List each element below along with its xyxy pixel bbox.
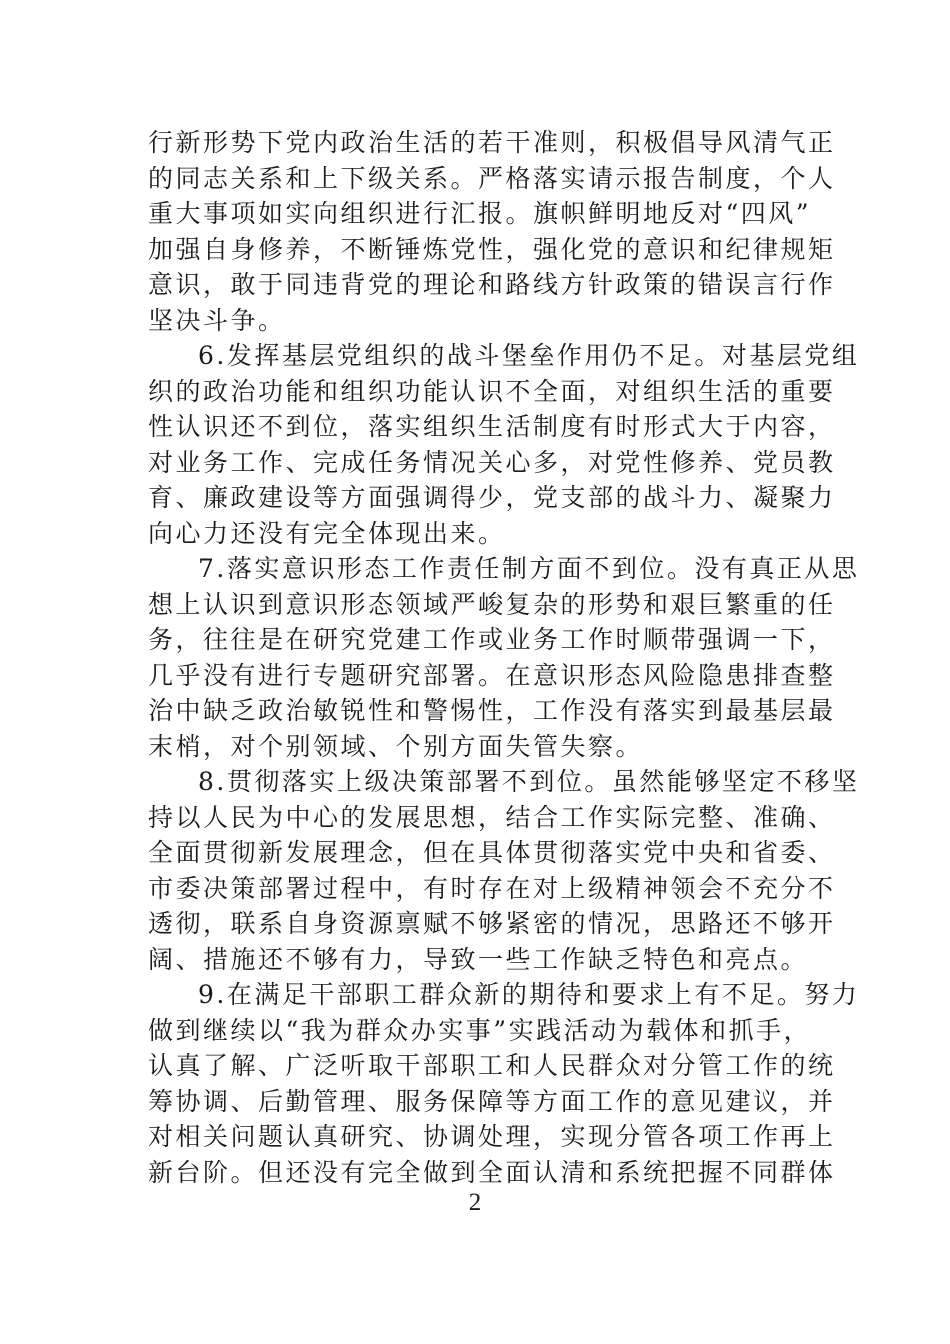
text-line: 性认识还不到位，落实组织生活制度有时形式大于内容， (148, 412, 836, 441)
text-line: 意识，敢于同违背党的理论和路线方针政策的错误言行作 (148, 270, 836, 299)
text-line: 认真了解、广泛听取干部职工和人民群众对分管工作的统 (148, 1051, 836, 1080)
text-line: 坚决斗争。 (148, 305, 286, 335)
text-line: 几乎没有进行专题研究部署。在意识形态风险隐患排查整 (148, 660, 836, 690)
text-line: 市委决策部署过程中，有时存在对上级精神领会不充分不 (148, 873, 836, 903)
paragraph-first-line: 8.贯彻落实上级决策部署不到位。虽然能够坚定不移坚 (198, 767, 860, 796)
text-line: 务，往往是在研究党建工作或业务工作时顺带强调一下， (148, 625, 836, 654)
paragraph-first-line: 7.落实意识形态工作责任制方面不到位。没有真正从思 (198, 554, 860, 583)
text-line: 加强自身修养，不断锤炼党性，强化党的意识和纪律规矩 (148, 234, 836, 264)
page-number: 2 (468, 1189, 482, 1216)
paragraph-first-line: 9.在满足干部职工群众新的期待和要求上有不足。努力 (198, 980, 860, 1009)
text-line: 持以人民为中心的发展思想，结合工作实际完整、准确、 (148, 802, 836, 832)
text-line: 对业务工作、完成任务情况关心多，对党性修养、党员教 (148, 447, 836, 477)
text-line: 末梢，对个别领域、个别方面失管失察。 (148, 731, 644, 761)
text-line: 重大事项如实向组织进行汇报。旗帜鲜明地反对“四风” (148, 199, 812, 228)
text-line: 对相关问题认真研究、协调处理，实现分管各项工作再上 (148, 1122, 836, 1151)
text-line: 的同志关系和上下级关系。严格落实请示报告制度，个人 (148, 163, 836, 193)
text-line: 阔、措施还不够有力，导致一些工作缺乏特色和亮点。 (148, 944, 809, 974)
text-line: 向心力还没有完全体现出来。 (148, 518, 506, 548)
text-line: 透彻，联系自身资源禀赋不够紧密的情况，思路还不够开 (148, 909, 836, 938)
text-line: 织的政治功能和组织功能认识不全面，对组织生活的重要 (148, 376, 836, 406)
text-line: 筹协调、后勤管理、服务保障等方面工作的意见建议，并 (148, 1086, 836, 1116)
text-line: 想上认识到意识形态领域严峻复杂的形势和艰巨繁重的任 (148, 589, 836, 619)
text-line: 治中缺乏政治敏锐性和警惕性，工作没有落实到最基层最 (148, 696, 836, 725)
paragraph-first-line: 6.发挥基层党组织的战斗堡垒作用仍不足。对基层党组 (198, 341, 860, 370)
text-line: 全面贯彻新发展理念，但在具体贯彻落实党中央和省委、 (148, 838, 836, 867)
text-line: 行新形势下党内政治生活的若干准则，积极倡导风清气正 (148, 128, 836, 157)
text-line: 新台阶。但还没有完全做到全面认清和系统把握不同群体 (148, 1157, 836, 1187)
text-line: 做到继续以“我为群众办实事”实践活动为载体和抓手， (148, 1015, 812, 1045)
text-line: 育、廉政建设等方面强调得少，党支部的战斗力、凝聚力 (148, 483, 836, 512)
